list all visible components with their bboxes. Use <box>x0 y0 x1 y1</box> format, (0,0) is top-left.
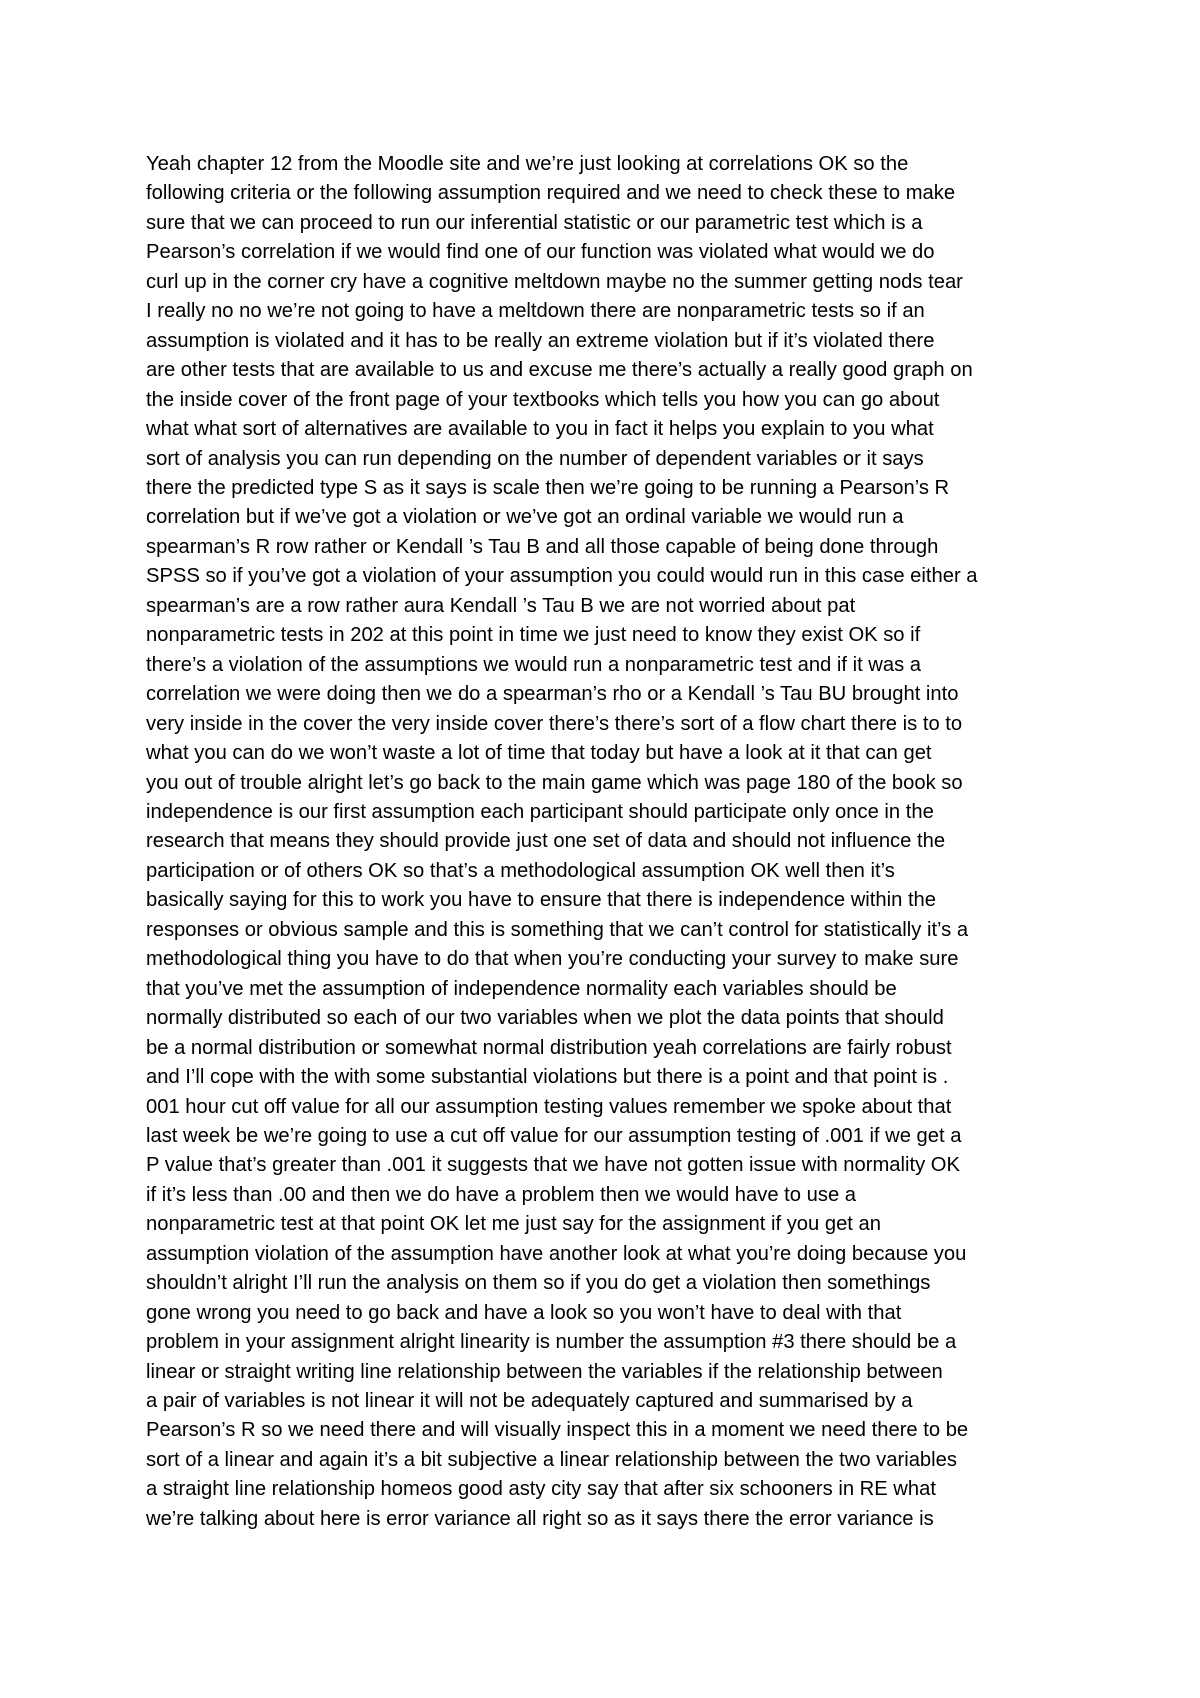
transcript-line: there the predicted type S as it says is scale then we’re going to be running a Pearson’s R <box>146 476 950 499</box>
transcript-line: 001 hour cut off value for all our assumption testing values remember we spoke about that <box>146 1095 952 1118</box>
transcript-line: responses or obvious sample and this is something that we can’t control for statistically it’s a <box>146 918 969 941</box>
transcript-line: independence is our first assumption each participant should participate only once in the <box>146 800 934 823</box>
transcript-line: SPSS so if you’ve got a violation of your assumption you could would run in this case either a <box>146 565 978 588</box>
transcript-line: correlation we were doing then we do a spearman’s rho or a Kendall ’s Tau BU brought into <box>146 683 959 706</box>
transcript-line: what you can do we won’t waste a lot of time that today but have a look at it that can get <box>146 742 932 765</box>
transcript-line: a straight line relationship homeos good asty city say that after six schooners in RE what <box>146 1478 936 1501</box>
transcript-line: you out of trouble alright let’s go back to the main game which was page 180 of the book so <box>146 771 963 794</box>
transcript-line: sort of analysis you can run depending on the number of dependent variables or it says <box>146 447 924 470</box>
transcript-body <box>146 150 1066 1534</box>
transcript-line: basically saying for this to work you have to ensure that there is independence within the <box>146 889 937 912</box>
transcript-line: Pearson’s R so we need there and will visually inspect this in a moment we need there to be <box>146 1419 969 1442</box>
transcript-line: research that means they should provide just one set of data and should not influence the <box>146 830 946 853</box>
transcript-line: assumption violation of the assumption have another look at what you’re doing because you <box>146 1242 967 1265</box>
transcript-line: are other tests that are available to us and excuse me there’s actually a really good graph on <box>146 359 973 382</box>
transcript-line: methodological thing you have to do that when you’re conducting your survey to make sure <box>146 948 959 971</box>
transcript-line: nonparametric tests in 202 at this point in time we just need to know they exist OK so if <box>146 624 921 647</box>
transcript-line: correlation but if we’ve got a violation or we’ve got an ordinal variable we would run a <box>146 506 904 529</box>
transcript-line: assumption is violated and it has to be really an extreme violation but if it’s violated there <box>146 329 935 352</box>
transcript-line: linear or straight writing line relationship between the variables if the relationship between <box>146 1360 943 1383</box>
transcript-line: problem in your assignment alright linearity is number the assumption #3 there should be a <box>146 1331 957 1354</box>
transcript-line: shouldn’t alright I’ll run the analysis on them so if you do get a violation then somethings <box>146 1272 931 1295</box>
transcript-line: and I’ll cope with the with some substantial violations but there is a point and that point is . <box>146 1066 949 1089</box>
transcript-line: a pair of variables is not linear it will not be adequately captured and summarised by a <box>146 1390 913 1413</box>
transcript-line: what what sort of alternatives are available to you in fact it helps you explain to you what <box>146 418 934 441</box>
transcript-line: P value that’s greater than .001 it suggests that we have not gotten issue with normality OK <box>146 1154 960 1177</box>
transcript-line: Yeah chapter 12 from the Moodle site and we’re just looking at correlations OK so the <box>146 153 909 175</box>
transcript-line: curl up in the corner cry have a cognitive meltdown maybe no the summer getting nods tear <box>146 270 963 293</box>
transcript-line: if it’s less than .00 and then we do have a problem then we would have to use a <box>146 1183 857 1206</box>
transcript-line: following criteria or the following assumption required and we need to check these to make <box>146 182 956 205</box>
transcript-line: be a normal distribution or somewhat normal distribution yeah correlations are fairly robust <box>146 1036 952 1059</box>
transcript-line: participation or of others OK so that’s a methodological assumption OK well then it’s <box>146 859 895 882</box>
transcript-line: sort of a linear and again it’s a bit subjective a linear relationship between the two variables <box>146 1448 957 1471</box>
transcript-line: gone wrong you need to go back and have a look so you won’t have to deal with that <box>146 1301 902 1324</box>
transcript-line: very inside in the cover the very inside cover there’s there’s sort of a flow chart there is to to <box>146 712 963 735</box>
transcript-line: I really no no we’re not going to have a meltdown there are nonparametric tests so if an <box>146 300 925 323</box>
transcript-line: the inside cover of the front page of your textbooks which tells you how you can go about <box>146 388 940 411</box>
transcript-line: spearman’s R row rather or Kendall ’s Tau B and all those capable of being done through <box>146 535 939 558</box>
transcript-line: nonparametric test at that point OK let me just say for the assignment if you get an <box>146 1213 881 1236</box>
transcript-line: we’re talking about here is error variance all right so as it says there the error variance is <box>146 1507 934 1530</box>
transcript-line: Pearson’s correlation if we would find one of our function was violated what would we do <box>146 241 935 264</box>
transcript-line: normally distributed so each of our two variables when we plot the data points that should <box>146 1007 944 1030</box>
transcript-line: sure that we can proceed to run our inferential statistic or our parametric test which is a <box>146 211 923 234</box>
transcript-line: spearman’s are a row rather aura Kendall ’s Tau B we are not worried about pat <box>146 594 856 617</box>
transcript-line: there’s a violation of the assumptions we would run a nonparametric test and if it was a <box>146 653 922 676</box>
transcript-line: last week be we’re going to use a cut off value for our assumption testing of .001 if we get a <box>146 1124 962 1147</box>
transcript-line: that you’ve met the assumption of independence normality each variables should be <box>146 977 897 1000</box>
